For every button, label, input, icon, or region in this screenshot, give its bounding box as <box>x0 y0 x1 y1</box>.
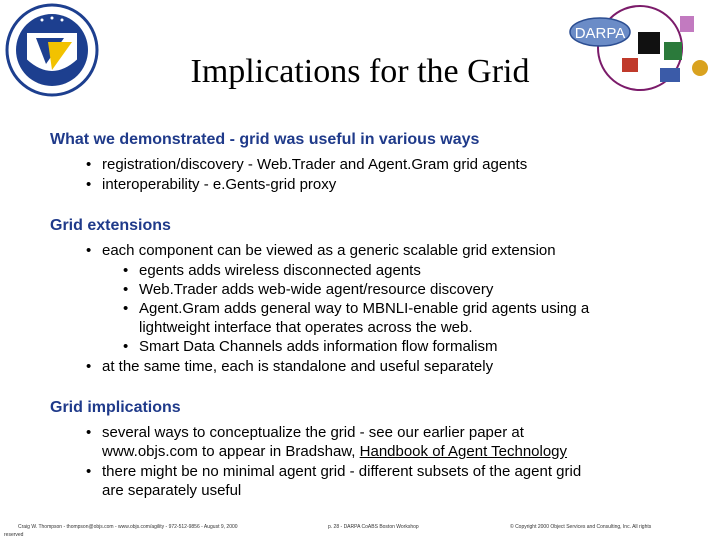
bullet-icon: • <box>86 242 92 259</box>
sub-bullet-text: Web.Trader adds web-wide agent/resource discovery <box>139 281 494 298</box>
section-heading-implications: Grid implications <box>50 399 181 416</box>
sub-bullet-text-continued: lightweight interface that operates across the web. <box>139 319 473 336</box>
bullet-text: interoperability - e.Gents-grid proxy <box>102 176 337 193</box>
sub-bullet-text: egents adds wireless disconnected agents <box>139 262 421 279</box>
book-title-link[interactable]: Handbook of Agent Technology <box>359 443 568 460</box>
section-heading-extensions: Grid extensions <box>50 217 171 234</box>
footer-page: p. 28 - DARPA CoABS Boston Workshop <box>328 524 419 530</box>
bullet-text: registration/discovery - Web.Trader and Agent.Gram grid agents <box>102 156 528 173</box>
sub-bullet-icon: • <box>123 262 129 279</box>
bullet-text: several ways to conceptualize the grid - see our earlier paper at <box>102 424 524 441</box>
darpa-wordmark: DARPA <box>574 25 626 42</box>
footer-author: Craig W. Thompson - thompson@objs.com - www.objs.com/agility - 972-512-9856 - August 9, 2000 <box>18 524 238 530</box>
sub-bullet-text: Agent.Gram adds general way to MBNLI-enable grid agents using a <box>139 300 590 317</box>
bullet-text-continued: are separately useful <box>102 482 242 499</box>
bullet-icon: • <box>86 463 92 480</box>
bullet-icon: • <box>86 176 92 193</box>
bullet-icon: • <box>86 358 92 375</box>
bullet-text: at the same time, each is standalone and useful separately <box>102 358 494 375</box>
sub-bullet-text: Smart Data Channels adds information flow formalism <box>139 338 498 355</box>
bullet-text-continued <box>102 442 567 461</box>
page-title: Implications for the Grid <box>190 53 530 90</box>
sub-bullet-icon: • <box>123 338 129 355</box>
footer-copyright-continued: reserved <box>4 532 24 538</box>
bullet-text-plain: www.objs.com to appear in Bradshaw, <box>102 443 360 460</box>
footer-copyright: © Copyright 2000 Object Services and Consulting, Inc. All rights <box>510 524 652 530</box>
sub-bullet-icon: • <box>123 300 129 317</box>
bullet-icon: • <box>86 156 92 173</box>
bullet-icon: • <box>86 424 92 441</box>
sub-bullet-icon: • <box>123 281 129 298</box>
section-heading-demonstrated: What we demonstrated - grid was useful in various ways <box>50 131 480 148</box>
bullet-text: there might be no minimal agent grid - different subsets of the agent grid <box>102 463 582 480</box>
bullet-text: each component can be viewed as a generic scalable grid extension <box>102 242 556 259</box>
